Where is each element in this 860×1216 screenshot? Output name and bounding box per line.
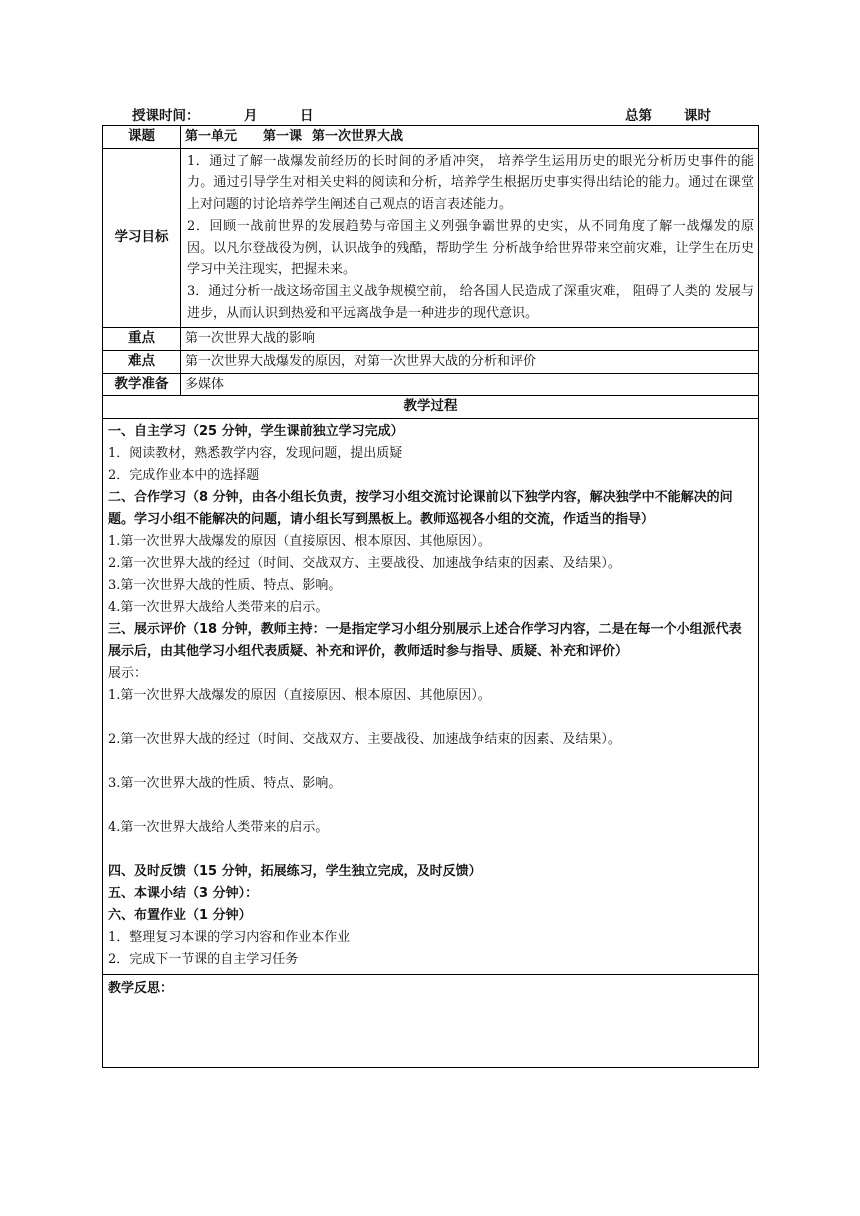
reflection-label: 教学反思： — [103, 975, 759, 1068]
month-label: 月 — [244, 108, 258, 124]
blank-line — [108, 795, 754, 817]
blank-line — [108, 839, 754, 861]
objective-item: 3．通过分析一战这场帝国主义战争规模空前， 给各国人民造成了深重灾难， 阻碍了人类的 发展与进步，从而认识到热爱和平远离战争是一种进步的现代意识。 — [187, 283, 754, 321]
section-item: 1.第一次世界大战爆发的原因（直接原因、根本原因、其他原因）。 — [108, 688, 491, 704]
topic-label: 课题 — [103, 126, 181, 149]
topic-value — [181, 126, 759, 149]
topic-lesson: 第一课 — [263, 129, 303, 144]
section-item: 1.第一次世界大战爆发的原因（直接原因、根本原因、其他原因）。 — [108, 534, 491, 550]
blank-line — [108, 751, 754, 773]
section-item: 1．阅读教材，熟悉教学内容，发现问题，提出质疑 — [108, 446, 403, 462]
prep-value: 多媒体 — [181, 373, 759, 396]
section-item: 2．完成下一节课的自主学习任务 — [108, 952, 299, 968]
objectives-content — [181, 148, 759, 328]
blank-line — [108, 707, 754, 729]
prep-label: 教学准备 — [103, 373, 181, 396]
difficulty-row — [103, 351, 759, 374]
section-heading: 四、及时反馈（15 分钟，拓展练习，学生独立完成，及时反馈） — [108, 864, 482, 880]
section-intro: 展示： — [108, 666, 148, 682]
key-point-value: 第一次世界大战的影响 — [181, 328, 759, 351]
section-item: 3.第一次世界大战的性质、特点、影响。 — [108, 776, 342, 792]
topic-title: 第一次世界大战 — [312, 129, 404, 144]
difficulty-label: 难点 — [103, 351, 181, 374]
objective-item: 1．通过了解一战爆发前经历的长时间的矛盾冲突， 培养学生运用历史的眼光分析历史事件的能力。通过引导学生对相关史料的阅读和分析，培养学生根据历史事实得出结论的能力。通过在课堂上对问题的讨论培养学生阐述自己观点的语言表述能力。 — [187, 153, 754, 213]
time-label: 授课时间： — [132, 108, 200, 124]
lesson-header — [102, 104, 758, 124]
objectives-row — [103, 148, 759, 328]
process-title-row — [103, 396, 759, 419]
section-item: 2.第一次世界大战的经过（时间、交战双方、主要战役、加速战争结束的因素、及结果）。 — [108, 556, 621, 572]
section-item: 4.第一次世界大战给人类带来的启示。 — [108, 820, 329, 836]
objective-item: 2．回顾一战前世界的发展趋势与帝国主义列强争霸世界的史实，从不同角度了解一战爆发的原因。以凡尔登战役为例，认识战争的残酷，帮助学生 分析战争给世界带来空前灾难，让学生在历史学习中关注现实，把握未来。 — [187, 218, 754, 278]
total-label: 总第 — [625, 108, 652, 124]
period-label: 课时 — [684, 108, 711, 124]
section-heading: 二、合作学习（8 分钟，由各小组长负责，按学习小组交流讨论课前以下独学内容，解决独学中不能解决的问题。学习小组不能解决的问题，请小组长写到黑板上。教师巡视各小组的交流，作适当的指导） — [108, 490, 733, 528]
key-point-label: 重点 — [103, 328, 181, 351]
section-item: 2．完成作业本中的选择题 — [108, 468, 260, 484]
section-heading: 三、展示评价（18 分钟，教师主持：一是指定学习小组分别展示上述合作学习内容，二是在每一个小组派代表展示后，由其他学习小组代表质疑、补充和评价，教师适时参与指导、质疑、补充和评价） — [108, 622, 742, 660]
key-point-row — [103, 328, 759, 351]
section-item: 1．整理复习本课的学习内容和作业本作业 — [108, 930, 351, 946]
prep-row — [103, 373, 759, 396]
reflection-row — [103, 975, 759, 1068]
day-label: 日 — [300, 108, 314, 124]
process-content — [103, 419, 759, 975]
section-item: 3.第一次世界大战的性质、特点、影响。 — [108, 578, 342, 594]
section-item: 4.第一次世界大战给人类带来的启示。 — [108, 600, 329, 616]
section-heading: 六、布置作业（1 分钟） — [108, 908, 252, 924]
topic-unit: 第一单元 — [185, 129, 238, 144]
topic-row — [103, 126, 759, 149]
section-heading: 五、本课小结（3 分钟）： — [108, 886, 259, 902]
section-item: 2.第一次世界大战的经过（时间、交战双方、主要战役、加速战争结束的因素、及结果）。 — [108, 732, 621, 748]
difficulty-value: 第一次世界大战爆发的原因，对第一次世界大战的分析和评价 — [181, 351, 759, 374]
process-row — [103, 419, 759, 975]
lesson-plan-table — [102, 125, 759, 1068]
section-heading: 一、自主学习（25 分钟，学生课前独立学习完成） — [108, 424, 404, 440]
objectives-label: 学习目标 — [103, 148, 181, 328]
process-title: 教学过程 — [103, 396, 759, 419]
